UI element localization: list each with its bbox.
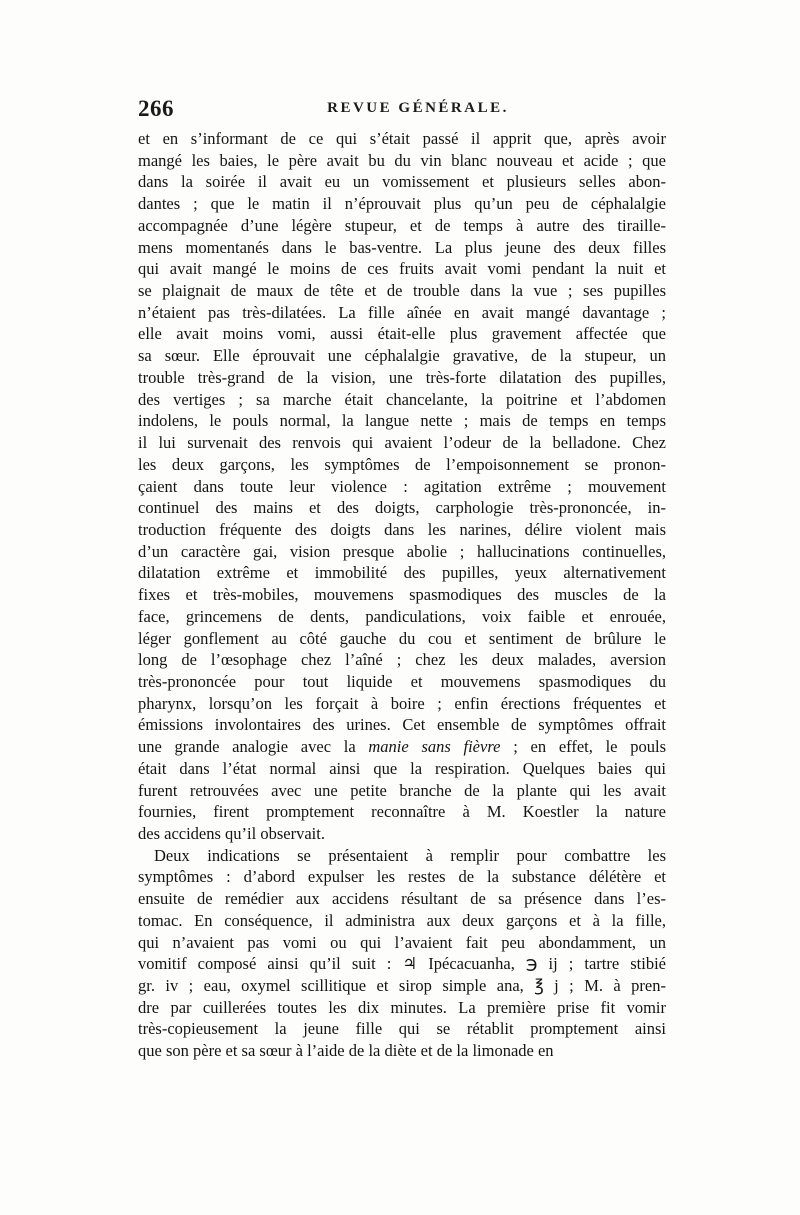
text-line: pharynx, lorsqu’on les forçait à boire ; enfin érections fréquentes et: [138, 693, 666, 713]
text-line: mens momentanés dans le bas-ventre. La plus jeune des deux filles: [138, 237, 666, 257]
text-line: se plaignait de maux de tête et de trouble dans la vue ; ses pupilles: [138, 281, 666, 301]
text-line: il lui survenait des renvois qui avaient l’odeur de la belladone. Chez: [138, 433, 666, 453]
text-line: dantes ; que le matin il n’éprouvait plus qu’un peu de céphalalgie: [138, 194, 666, 214]
text-fragment: ; en effet, le pouls: [500, 737, 666, 757]
text-line: mangé les baies, le père avait bu du vin blanc nouveau et acide ; que: [138, 150, 666, 170]
page-number: 266: [138, 96, 174, 121]
text-line: troduction fréquente des doigts dans les narines, délire violent mais: [138, 519, 666, 539]
text-line: tomac. En conséquence, il administra aux deux garçons et à la fille,: [138, 910, 666, 930]
text-line: n’étaient pas très-dilatées. La fille aînée en avait mangé davantage ;: [138, 302, 666, 322]
body-text: [138, 128, 666, 1062]
text-line: des accidens qu’il observait.: [138, 824, 325, 843]
text-line: continuel des mains et des doigts, carphologie très-prononcée, in-: [138, 498, 666, 518]
text-line: ensuite de remédier aux accidens résultant de sa présence dans l’es-: [138, 889, 666, 909]
text-line: çaient dans toute leur violence : agitation extrême ; mouvement: [138, 476, 666, 496]
text-line: Deux indications se présentaient à remplir pour combattre les: [154, 845, 666, 865]
text-line: symptômes : d’abord expulser les restes de la substance délétère et: [138, 867, 666, 887]
text-line: et en s’informant de ce qui s’était passé il apprit que, après avoir: [138, 129, 666, 148]
text-fragment: une grande analogie avec la: [138, 737, 369, 757]
text-line: gr. iv ; eau, oxymel scillitique et sirop simple ana, ℥ j ; M. à pren-: [138, 976, 666, 996]
text-line: qui avait mangé le moins de ces fruits avait vomi pendant la nuit et: [138, 259, 666, 279]
text-line: émissions involontaires des urines. Cet ensemble de symptômes offrait: [138, 715, 666, 735]
text-line: face, grincemens de dents, pandiculations, voix faible et enrouée,: [138, 606, 666, 626]
text-line: sa sœur. Elle éprouvait une céphalalgie gravative, de la stupeur, un: [138, 346, 666, 366]
text-line: [138, 736, 666, 758]
text-line: les deux garçons, les symptômes de l’empoisonnement se pronon-: [138, 454, 666, 474]
text-line: des vertiges ; sa marche était chancelante, la poitrine et l’abdomen: [138, 389, 666, 409]
text-line: elle avait moins vomi, aussi était-elle plus gravement affectée que: [138, 324, 666, 344]
italic-phrase: manie sans fièvre: [368, 737, 501, 757]
running-head: REVUE GÉNÉRALE.: [327, 100, 509, 116]
text-line: long de l’œsophage chez l’aîné ; chez les deux malades, aversion: [138, 650, 666, 670]
text-line: très-copieusement la jeune fille qui se rétablit promptement ainsi: [138, 1019, 666, 1039]
text-line: accompagnée d’une légère stupeur, et de temps à autre des tiraille-: [138, 215, 666, 235]
text-line: très-prononcée pour tout liquide et mouvemens spasmodiques du: [138, 671, 666, 691]
text-line: trouble très-grand de la vision, une très-forte dilatation des pupilles,: [138, 367, 666, 387]
text-line: était dans l’état normal ainsi que la respiration. Quelques baies qui: [138, 758, 666, 778]
text-line: dans la soirée il avait eu un vomissement et plusieurs selles abon-: [138, 172, 666, 192]
text-line: dre par cuillerées toutes les dix minutes. La première prise fit vomir: [138, 997, 666, 1017]
text-line: indolens, le pouls normal, la langue nette ; mais de temps en temps: [138, 411, 666, 431]
text-line: qui n’avaient pas vomi ou qui l’avaient fait peu abondamment, un: [138, 932, 666, 952]
text-line: vomitif composé ainsi qu’il suit : ♃ Ipécacuanha, ℈ ij ; tartre stibié: [138, 954, 666, 974]
text-line: d’un caractère gai, vision presque abolie ; hallucinations continuelles,: [138, 541, 666, 561]
text-line: fournies, firent promptement reconnaître à M. Koestler la nature: [138, 802, 666, 822]
text-line: fixes et très-mobiles, mouvemens spasmodiques des muscles de la: [138, 585, 666, 605]
page-header: [138, 96, 666, 126]
text-line: furent retrouvées avec une petite branche de la plante qui les avait: [138, 780, 666, 800]
text-line: dilatation extrême et immobilité des pupilles, yeux alternativement: [138, 563, 666, 583]
text-line: que son père et sa sœur à l’aide de la diète et de la limonade en: [138, 1041, 554, 1061]
text-line: léger gonflement au côté gauche du cou et sentiment de brûlure le: [138, 628, 666, 648]
